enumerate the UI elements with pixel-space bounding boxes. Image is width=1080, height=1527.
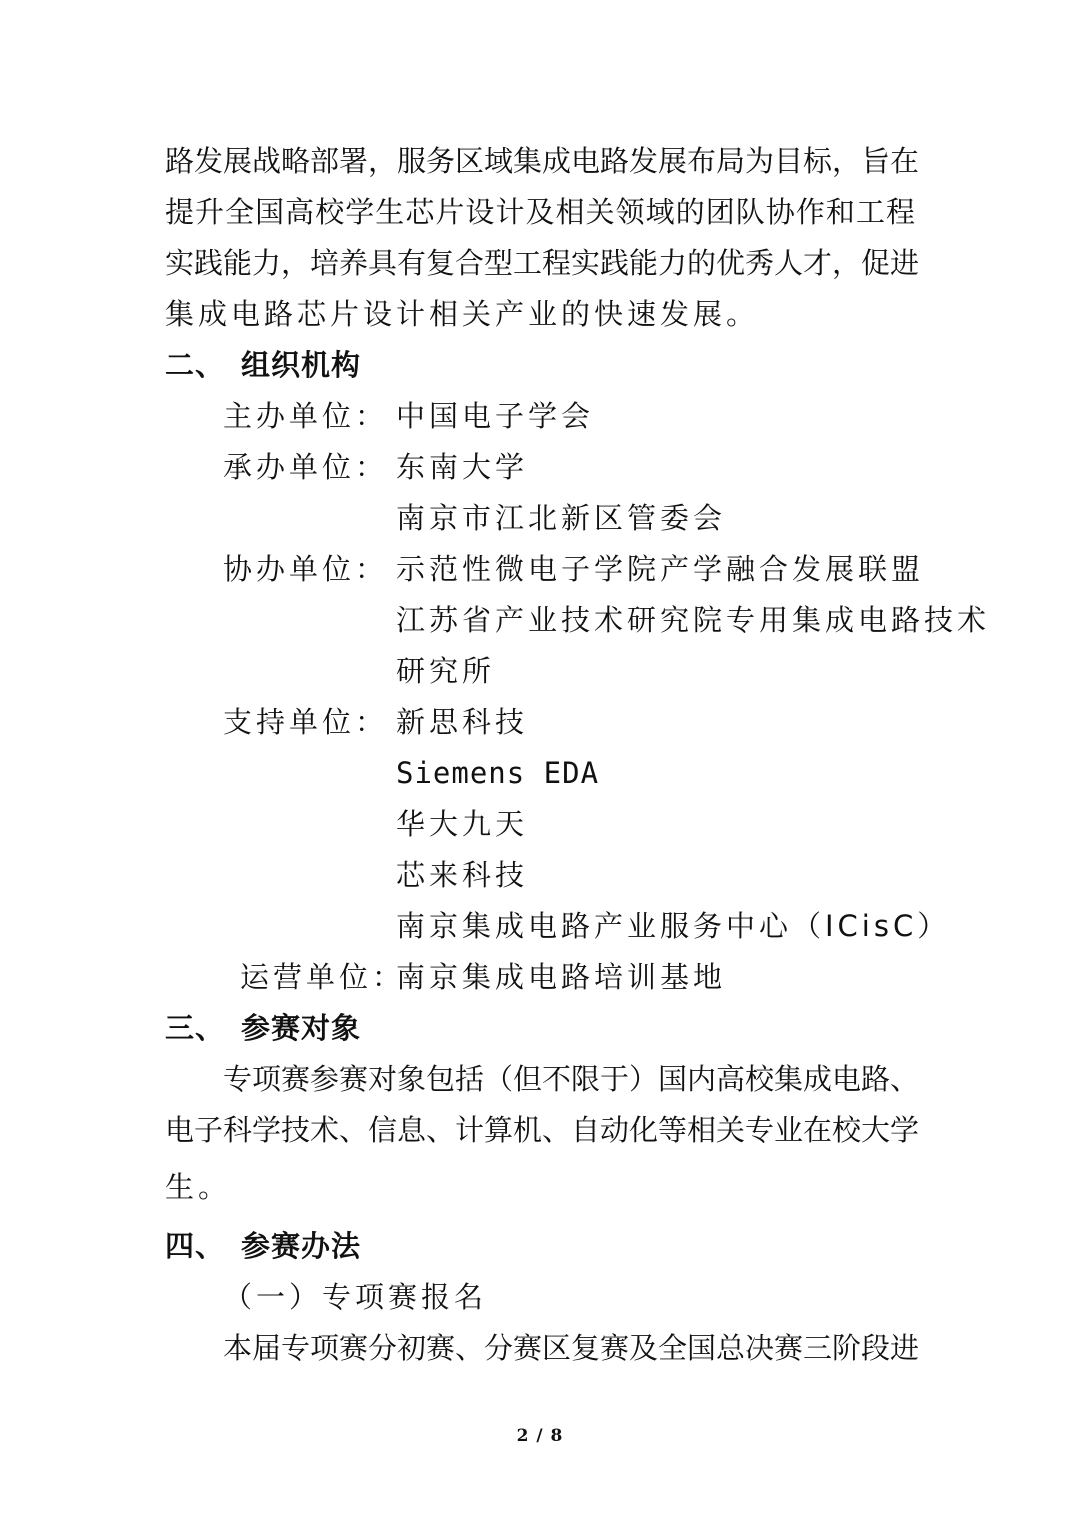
section2-title: 组织机构: [241, 348, 362, 382]
section4-subheading: （一）专项赛报名: [223, 1280, 488, 1314]
section4-title: 参赛办法: [241, 1229, 362, 1263]
section4-line-1: 本届专项赛分初赛、分赛区复赛及全国总决赛三阶段进: [223, 1331, 920, 1365]
intro-line-2: 提升全国高校学生芯片设计及相关领域的团队协作和工程: [165, 195, 915, 229]
section3-heading: [165, 1011, 361, 1045]
supporter-2: Siemens EDA: [396, 756, 600, 790]
page-number: 2 / 8: [516, 1426, 564, 1446]
coorganizer-2-cont: 研究所: [396, 654, 496, 688]
section2-heading: [165, 348, 361, 382]
organizer-1: 东南大学: [396, 450, 529, 484]
coorganizer-label: 协办单位：: [223, 552, 389, 586]
host-label: 主办单位：: [223, 399, 389, 433]
section2-number: 二、: [165, 348, 226, 382]
supporter-4: 芯来科技: [396, 858, 529, 892]
supporter-1: 新思科技: [396, 705, 529, 739]
supporter-label: 支持单位：: [223, 705, 389, 739]
organizer-2: 南京市江北新区管委会: [396, 501, 727, 535]
section3-title: 参赛对象: [241, 1011, 362, 1045]
host-value: 中国电子学会: [396, 399, 595, 433]
supporter-5: 南京集成电路产业服务中心（ICisC）: [396, 909, 951, 943]
operator-value: 南京集成电路培训基地: [396, 960, 727, 994]
supporter-3: 华大九天: [396, 807, 529, 841]
section4-heading: [165, 1229, 361, 1263]
intro-line-1: 路发展战略部署，服务区域集成电路发展布局为目标，旨在: [165, 144, 920, 178]
section4-number: 四、: [165, 1229, 226, 1263]
intro-line-3: 实践能力，培养具有复合型工程实践能力的优秀人才，促进: [165, 246, 920, 280]
section3-line-1: 专项赛参赛对象包括（但不限于）国内高校集成电路、: [223, 1062, 920, 1096]
section3-line-2: 电子科学技术、信息、计算机、自动化等相关专业在校大学: [165, 1113, 920, 1147]
section3-line-3: 生。: [165, 1170, 232, 1204]
intro-line-4: 集成电路芯片设计相关产业的快速发展。: [165, 297, 760, 331]
section3-number: 三、: [165, 1011, 226, 1045]
organizer-label: 承办单位：: [223, 450, 389, 484]
operator-label: 运营单位：: [240, 960, 406, 994]
coorganizer-2: 江苏省产业技术研究院专用集成电路技术: [396, 603, 991, 637]
coorganizer-1: 示范性微电子学院产学融合发展联盟: [396, 552, 925, 586]
